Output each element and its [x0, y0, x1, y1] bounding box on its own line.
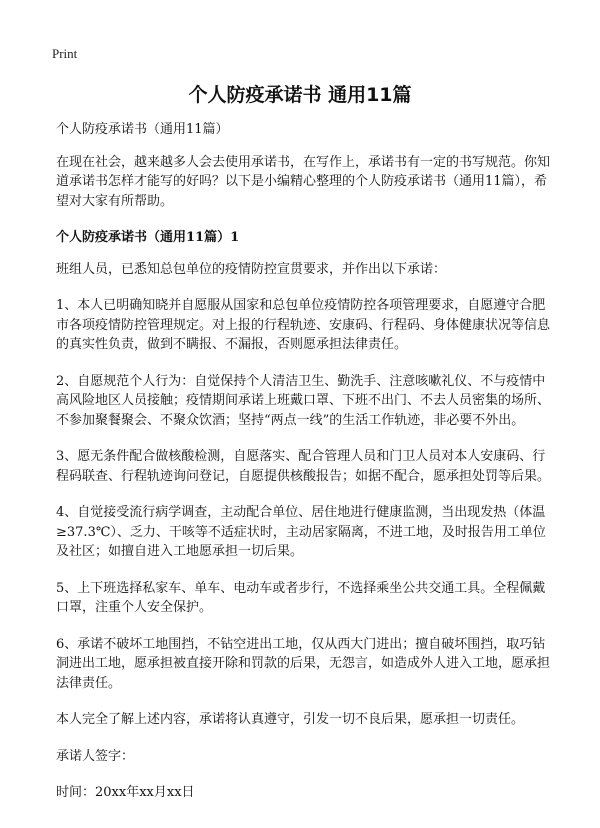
signature-label: 承诺人签字： [56, 748, 135, 764]
section-heading: 个人防疫承诺书（通用11篇）1 [56, 230, 240, 245]
date-line: 时间：20xx年xx月xx日 [56, 785, 195, 800]
commitment-item-3: 3、愿无条件配合做核酸检测，自愿落实、配合管理人员和门卫人员对本人安康码、行程码联查、行程轨迹询问登记，自愿提供核酸报告；如据不配合，愿承担处罚等后果。 [56, 449, 551, 484]
commitment-item-1: 1、本人已明确知晓并自愿服从国家和总包单位疫情防控各项管理要求，自愿遵守合肥市各项疫情防控管理规定。对上报的行程轨迹、安康码、行程码、身体健康状况等信息的真实性负责，做到不瞒报、不漏报，否则愿承担法律责任。 [56, 298, 551, 352]
intro-paragraph: 在现在社会，越来越多人会去使用承诺书，在写作上，承诺书有一定的书写规范。你知道承诺书怎样才能写的好吗？以下是小编精心整理的个人防疫承诺书（通用11篇），希望对大家有所帮助。 [56, 154, 551, 209]
document-subtitle: 个人防疫承诺书（通用11篇） [56, 122, 229, 137]
commitment-item-2: 2、自愿规范个人行为：自觉保持个人清洁卫生、勤洗手、注意咳嗽礼仪、不与疫情中高风险地区人员接触；疫情期间承诺上班戴口罩、下班不出门、不去人员密集的场所、不参加聚餐聚会、不聚众饮酒；坚持“两点一线”的生活工作轨迹，非必要不外出。 [56, 373, 551, 428]
closing-paragraph: 本人完全了解上述内容，承诺将认真遵守，引发一切不良后果，愿承担一切责任。 [56, 712, 525, 727]
print-label[interactable]: Print [52, 46, 78, 61]
page-title: 个人防疫承诺书 通用11篇 [188, 84, 412, 106]
commitment-item-5: 5、上下班选择私家车、单车、电动车或者步行，不选择乘坐公共交通工具。全程佩戴口罩，注重个人安全保护。 [56, 580, 546, 615]
opening-paragraph: 班组人员，已悉知总包单位的疫情防控宣贯要求，并作出以下承诺： [56, 261, 447, 277]
commitment-item-6: 6、承诺不破坏工地围挡，不钻空进出工地，仅从西大门进出；擅自破坏围挡，取巧钻洞进出工地，愿承担被直接开除和罚款的后果，无怨言，如造成外人进入工地，愿承担法律责任。 [56, 636, 551, 691]
document-body [56, 120, 550, 820]
commitment-item-4: 4、自觉接受流行病学调查，主动配合单位、居住地进行健康监测，当出现发热（体温≥37.3℃）、乏力、干咳等不适症状时，主动居家隔离，不进工地，及时报告用工单位及社区；如擅自进入工地愿承担一切后果。 [56, 505, 546, 559]
